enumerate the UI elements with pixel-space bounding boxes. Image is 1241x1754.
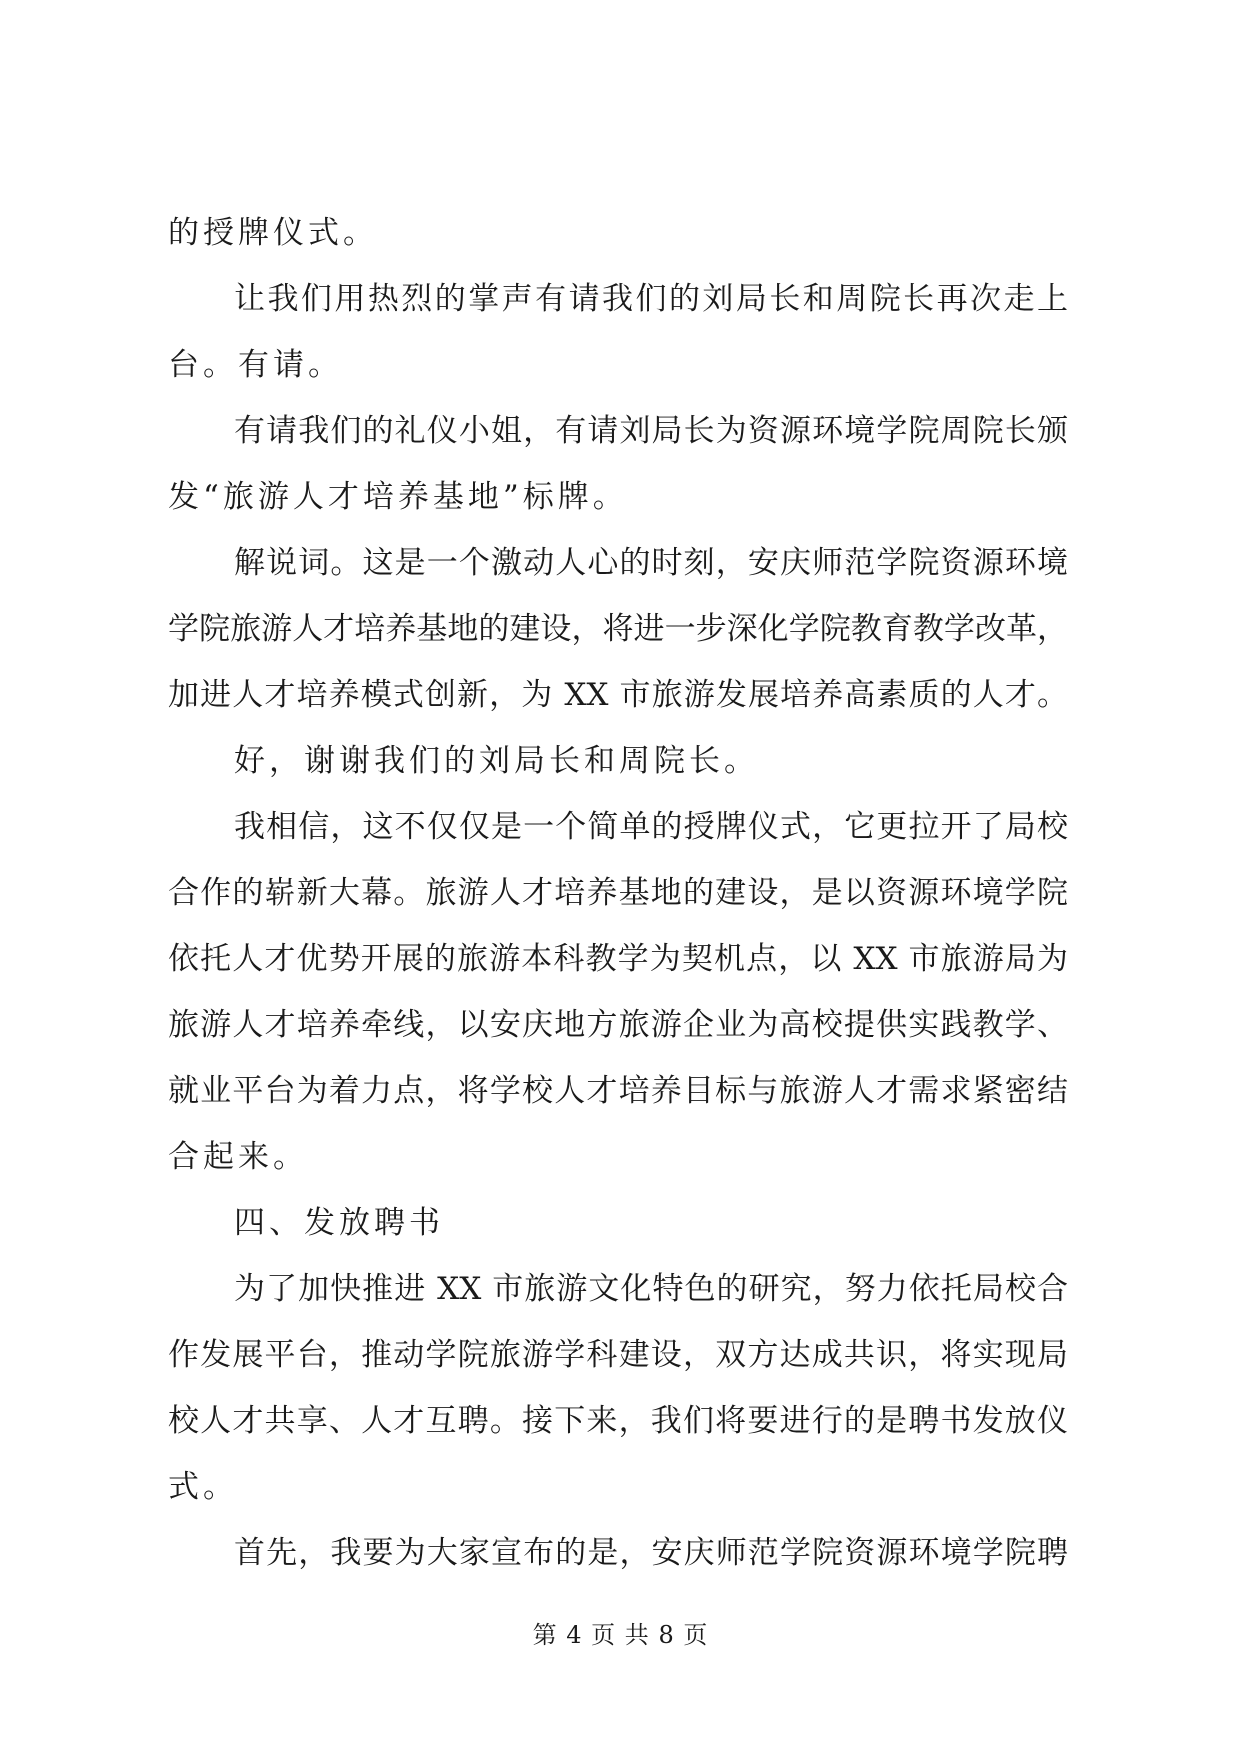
text-line: 旅游人才培养牵线，以安庆地方旅游企业为高校提供实践教学、 (168, 1007, 1068, 1043)
text-line: 解说词。这是一个激动人心的时刻，安庆师范学院资源环境 (234, 545, 1068, 581)
section-heading: 四、发放聘书 (234, 1205, 444, 1241)
text-line: 好，谢谢我们的刘局长和周院长。 (234, 743, 759, 779)
text-line: 式。 (168, 1469, 238, 1505)
text-line: 校人才共享、人才互聘。接下来，我们将要进行的是聘书发放仪 (168, 1403, 1068, 1439)
text-line: 学院旅游人才培养基地的建设，将进一步深化学院教育教学改革， (168, 611, 1068, 647)
text-line: 合起来。 (168, 1139, 308, 1175)
text-line: 作发展平台，推动学院旅游学科建设，双方达成共识，将实现局 (168, 1337, 1068, 1373)
text-line: 有请我们的礼仪小姐，有请刘局长为资源环境学院周院长颁 (234, 413, 1068, 449)
text-line: 首先，我要为大家宣布的是，安庆师范学院资源环境学院聘 (234, 1535, 1068, 1571)
text-line: 台。有请。 (168, 347, 343, 383)
text-line: 我相信，这不仅仅是一个简单的授牌仪式，它更拉开了局校 (234, 809, 1068, 845)
text-line: 就业平台为着力点，将学校人才培养目标与旅游人才需求紧密结 (168, 1073, 1068, 1109)
text-line: 让我们用热烈的掌声有请我们的刘局长和周院长再次走上 (234, 281, 1068, 317)
text-line: 依托人才优势开展的旅游本科教学为契机点，以 XX 市旅游局为 (168, 941, 1068, 977)
text-line: 发“旅游人才培养基地”标牌。 (168, 479, 628, 515)
text-line: 合作的崭新大幕。旅游人才培养基地的建设，是以资源环境学院 (168, 875, 1068, 911)
page-number-footer: 第 4 页 共 8 页 (532, 1621, 709, 1649)
text-line: 的授牌仪式。 (168, 215, 378, 251)
text-line: 为了加快推进 XX 市旅游文化特色的研究，努力依托局校合 (234, 1271, 1068, 1307)
text-line: 加进人才培养模式创新，为 XX 市旅游发展培养高素质的人才。 (168, 677, 1068, 713)
